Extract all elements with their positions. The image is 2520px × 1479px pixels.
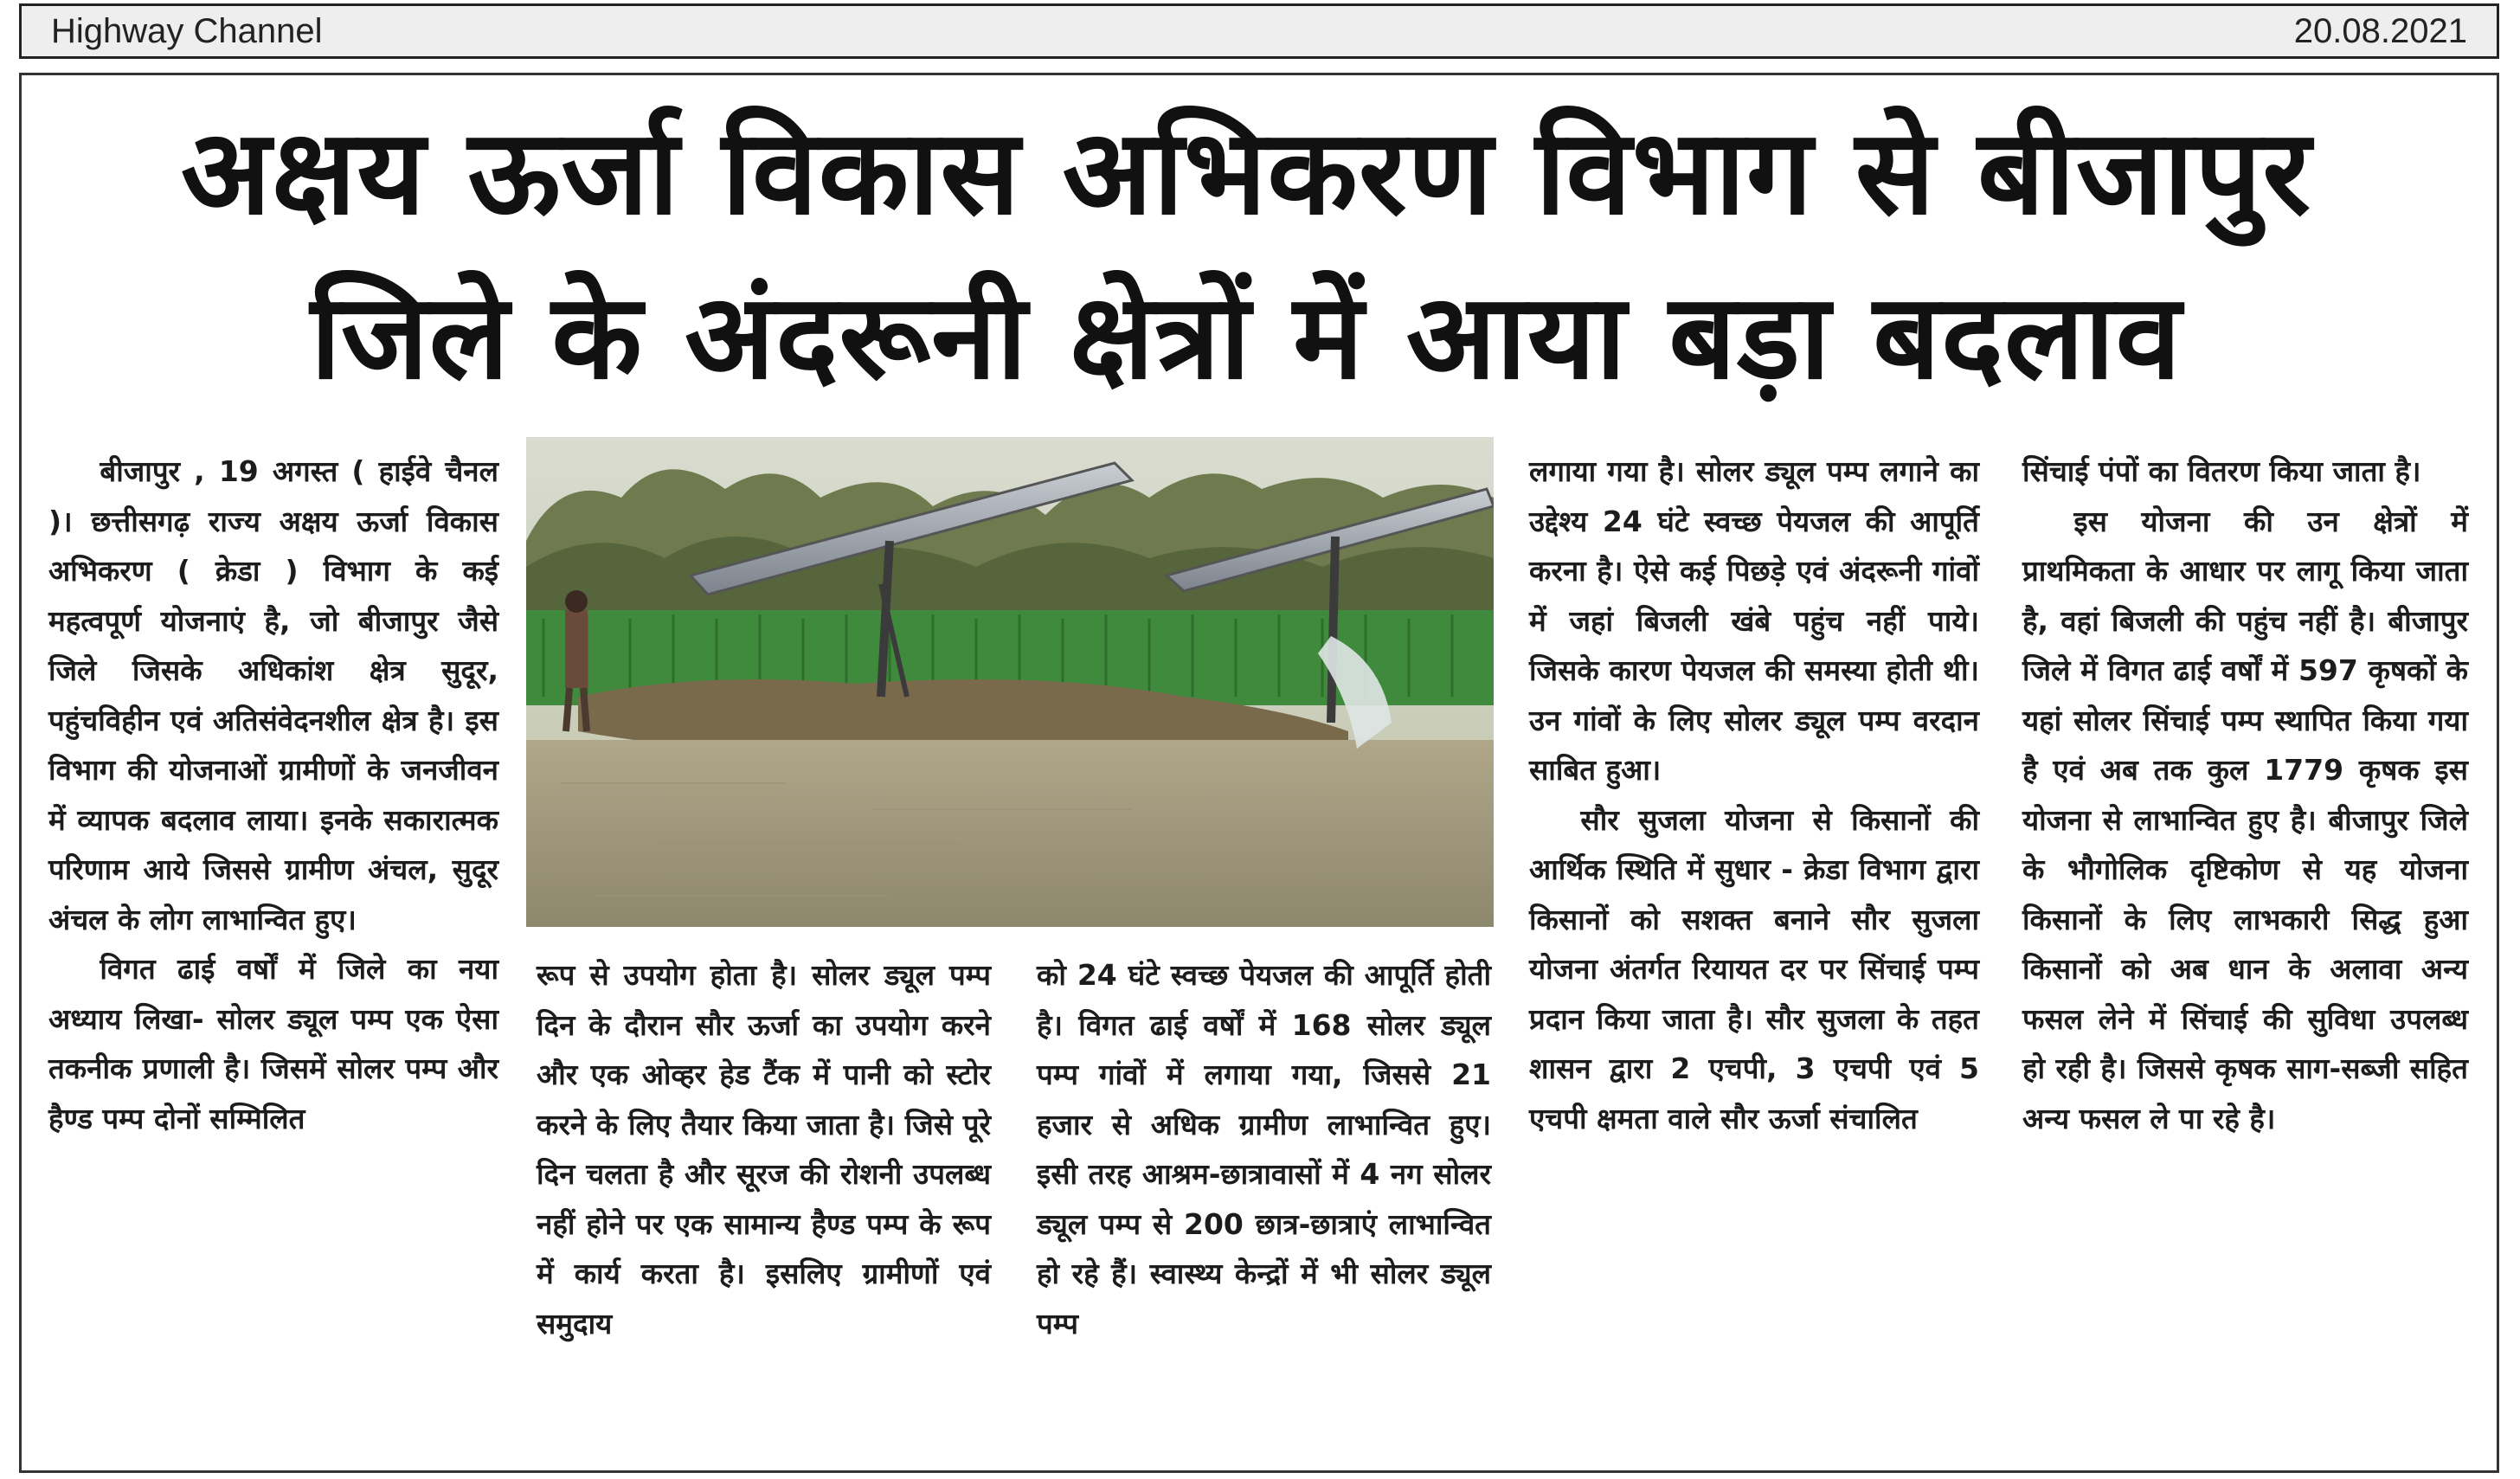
column-3-paragraph-1: को 24 घंटे स्वच्छ पेयजल की आपूर्ति होती है। विगत ढाई वर्षों में 168 सोलर ड्यूल पम्प गांवों में लगाया गया, जिससे 21 हजार से अधिक ग्रामीण लाभान्वित हुए। इसी तरह आश्रम-छात्रावासों में 4 नग सोलर ड्यूल पम्प से 200 छात्र-छात्राएं लाभान्वित हो रहे हैं। स्वास्थ्य केन्द्रों में भी सोलर ड्यूल पम्प [1037,958,1491,1341]
solar-pump-photo [526,437,1494,927]
headline-line-2: जिले के अंदरूनी क्षेत्रों में आया बड़ा बदलाव [310,269,2182,406]
column-2-paragraph-1: रूप से उपयोग होता है। सोलर ड्यूल पम्प दिन के दौरान सौर ऊर्जा का उपयोग करने और एक ओव्हर हेड टैंक में पानी को स्टोर करने के लिए तैयार किया जाता है। जिसे पूरे दिन चलता है और सूरज की रोशनी उपलब्ध नहीं होने पर एक सामान्य हैण्ड पम्प के रूप में कार्य करता है। इसलिए ग्रामीणों एवं समुदाय [537,958,991,1341]
article-column-3 [1037,950,1491,1348]
publication-date: 20.08.2021 [2293,12,2467,50]
headline-line-1: अक्षय ऊर्जा विकास अभिकरण विभाग से बीजापुर [181,105,2311,241]
source-name: Highway Channel [51,12,323,50]
column-4-paragraph-1: लगाया गया है। सोलर ड्यूल पम्प लगाने का उद्देश्य 24 घंटे स्वच्छ पेयजल की आपूर्ति करना है। ऐसे कई पिछड़े एवं अंदरूनी गांवों में जहां बिजली खंबे पहुंच नहीं पाये। जिसके कारण पेयजल की समस्या होती थी। उन गांवों के लिए सोलर ड्यूल पम्प वरदान साबित हुआ। [1529,454,1979,787]
article-column-4 [1529,447,1979,1143]
column-5-paragraph-1: सिंचाई पंपों का वितरण किया जाता है। [2022,454,2421,488]
header-bar [19,3,2499,59]
column-4-paragraph-2: सौर सुजला योजना से किसानों की आर्थिक स्थिति में सुधार - क्रेडा विभाग द्वारा किसानों को सशक्त बनाने सौर सुजला योजना अंतर्गत रियायत दर पर सिंचाई पम्प प्रदान किया जाता है। सौर सुजला के तहत शासन द्वारा 2 एचपी, 3 एचपी एवं 5 एचपी क्षमता वाले सौर ऊर्जा संचालित [1529,802,1979,1135]
article-column-2 [537,950,991,1348]
article-column-1 [48,447,498,1143]
column-1-paragraph-2: विगत ढाई वर्षों में जिले का नया अध्याय लिखा- सोलर ड्यूल पम्प एक ऐसा तकनीक प्रणाली है। जिसमें सोलर पम्प और हैण्ड पम्प दोनों सम्मिलित [48,952,498,1135]
column-1-paragraph-1: बीजापुर , 19 अगस्त ( हाईवे चैनल )। छत्तीसगढ़ राज्य अक्षय ऊर्जा विकास अभिकरण ( क्रेडा ) विभाग के कई महत्वपूर्ण योजनाएं है, जो बीजापुर जैसे जिले जिसके अधिकांश क्षेत्र सुदूर, पहुंचविहीन एवं अतिसंवेदनशील क्षेत्र है। इस विभाग की योजनाओं ग्रामीणों के जनजीवन में व्यापक बदलाव लाया। इनके सकारात्मक परिणाम आये जिससे ग्रामीण अंचल, सुदूर अंचल के लोग लाभान्वित हुए। [48,454,498,936]
article-column-5 [2022,447,2468,1143]
column-5-paragraph-2: इस योजना की उन क्षेत्रों में प्राथमिकता के आधार पर लागू किया जाता है, वहां बिजली की पहुंच नहीं है। बीजापुर जिले में विगत ढाई वर्षों में 597 कृषकों के यहां सोलर सिंचाई पम्प स्थापित किया गया है एवं अब तक कुल 1779 कृषक इस योजना से लाभान्वित हुए है। बीजापुर जिले के भौगोलिक दृष्टिकोण से यह योजना किसानों के लिए लाभकारी सिद्ध हुआ किसानों को अब धान के अलावा अन्य फसल लेने में सिंचाई की सुविधा उपलब्ध हो रही है। जिससे कृषक साग-सब्जी सहित अन्य फसल ले पा रहे है। [2022,504,2468,1135]
solar-pump-illustration [526,437,1494,927]
